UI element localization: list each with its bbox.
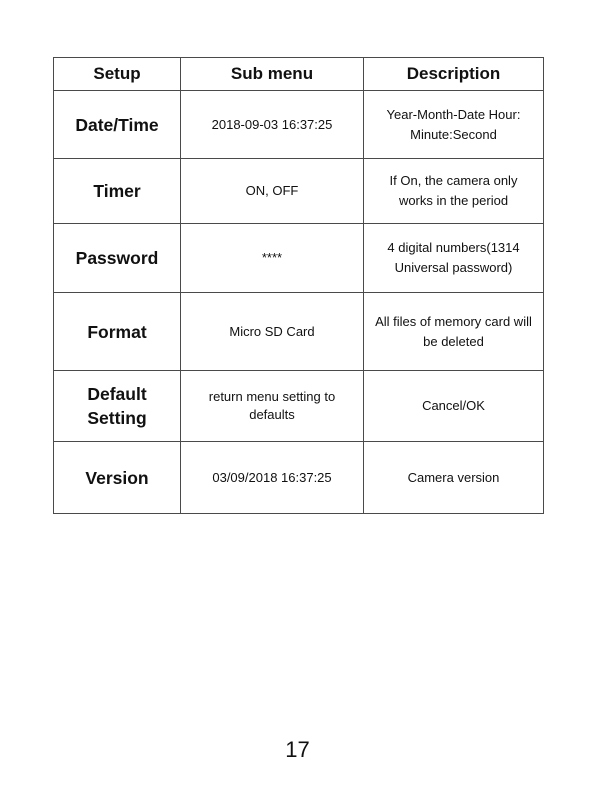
description-text: All files of memory card will be deleted [375, 313, 532, 349]
setup-cell [54, 371, 181, 442]
setup-cell [54, 293, 181, 371]
description-text: Cancel/OK [422, 398, 485, 413]
sub-menu-value: return menu setting to defaults [208, 389, 336, 422]
setup-label: Timer [93, 181, 141, 201]
setup-label: Format [87, 321, 147, 342]
description-text: If On, the camera only works in the period [389, 173, 518, 208]
header-description: Description [364, 58, 544, 91]
description-cell [364, 159, 544, 224]
sub-menu-cell [181, 91, 364, 159]
sub-menu-value: 03/09/2018 16:37:25 [212, 469, 332, 485]
table-row [54, 91, 544, 159]
setup-cell [54, 91, 181, 159]
description-text: Camera version [407, 469, 500, 485]
sub-menu-value: ON, OFF [245, 183, 299, 198]
table-row [54, 293, 544, 371]
setup-cell [54, 159, 181, 224]
table-row [54, 442, 544, 514]
table-header-row [54, 58, 544, 91]
setup-label: Date/Time [75, 114, 159, 135]
description-cell [364, 91, 544, 159]
setup-cell [54, 224, 181, 293]
sub-menu-cell [181, 159, 364, 224]
description-cell [364, 224, 544, 293]
setup-cell [54, 442, 181, 514]
setup-label: Version [85, 467, 149, 488]
description-text: Year-Month-Date Hour: Minute:Second [386, 106, 521, 142]
sub-menu-value: **** [261, 250, 283, 265]
table-row [54, 224, 544, 293]
description-cell [364, 293, 544, 371]
setup-label: Password [75, 248, 159, 268]
sub-menu-cell [181, 442, 364, 514]
page-number: 17 [285, 737, 310, 762]
sub-menu-cell [181, 293, 364, 371]
description-text: 4 digital numbers(1314 Universal password) [387, 240, 520, 275]
header-sub-menu: Sub menu [181, 58, 364, 91]
sub-menu-cell [181, 371, 364, 442]
setup-label: Default Setting [87, 384, 147, 428]
header-setup: Setup [54, 58, 181, 91]
sub-menu-value: 2018-09-03 16:37:25 [211, 116, 333, 132]
table-row [54, 371, 544, 442]
description-cell [364, 371, 544, 442]
description-cell [364, 442, 544, 514]
sub-menu-value: Micro SD Card [229, 323, 315, 339]
settings-table [53, 57, 544, 514]
sub-menu-cell [181, 224, 364, 293]
table-row [54, 159, 544, 224]
